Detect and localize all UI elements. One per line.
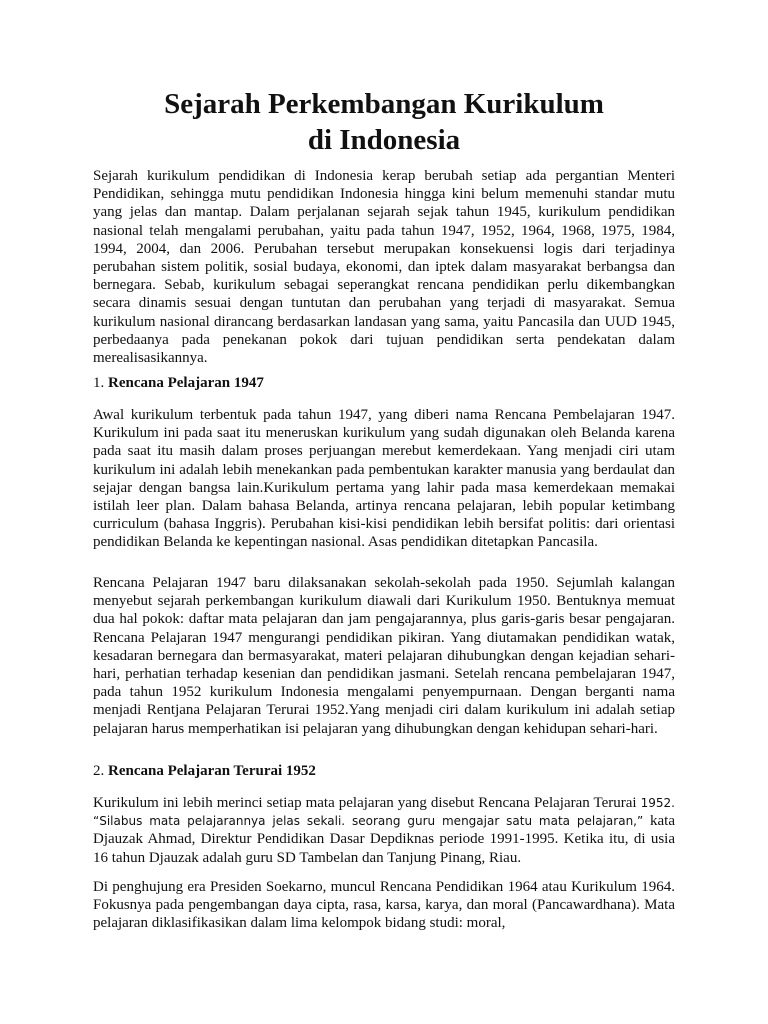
section-1-paragraph-1: Awal kurikulum terbentuk pada tahun 1947, yang diberi nama Rencana Pembelajaran 1947. Kurikulum ini pada saat itu meneruskan kurikulum yang sudah digunakan oleh Belanda karena pada saat itu masih dalam proses perjuangan merebut kemerdekaan. Yang menjadi ciri utam kurikulum ini adalah lebih menekankan pada pembentukan karakter manusia yang berdaulat dan sejajar dengan bangsa lain.Kurikulum pertama yang lahir pada masa kemerdekaan memakai istilah leer plan. Dalam bahasa Belanda, artinya rencana pelajaran, lebih popular ketimbang curriculum (bahasa Inggris). Perubahan kisi-kisi pendidikan lebih bersifat politis: dari orientasi pendidikan Belanda ke kepentingan nasional. Asas pendidikan ditetapkan Pancasila. <box>93 407 675 551</box>
title-line-1: Sejarah Perkembangan Kurikulum <box>164 88 604 120</box>
section-1-heading <box>93 374 675 392</box>
section-2-number: 2. <box>93 763 105 779</box>
section-2-paragraph-1-tail: kata Djauzak Ahmad, Direktur Pendidikan Dasar Depdiknas periode 1991-1995. Ketika itu, di usia 16 tahun Djauzak adalah guru SD Tambelan dan Tanjung Pinang, Riau. <box>93 813 675 866</box>
section-2-heading <box>93 762 675 780</box>
section-2-quote: 1952. “Silabus mata pelajarannya jelas sekali. seorang guru mengajar satu mata pelajaran,” <box>93 796 675 829</box>
document-title <box>0 86 768 158</box>
section-1-paragraph-2: Rencana Pelajaran 1947 baru dilaksanakan sekolah-sekolah pada 1950. Sejumlah kalangan menyebut sejarah perkembangan kurikulum diawali dari Kurikulum 1950. Bentuknya memuat dua hal pokok: daftar mata pelajaran dan jam pengajarannya, plus garis-garis besar pengajaran. Rencana Pelajaran 1947 mengurangi pendidikan pikiran. Yang diutamakan pendidikan watak, kesadaran bernegara dan bermasyarakat, materi pelajaran dihubungkan dengan kejadian sehari-hari, perhatian terhadap kesenian dan pendidikan jasmani. Setelah rencana pembelajaran 1947, pada tahun 1952 kurikulum Indonesia mengalami penyempurnaan. Dengan berganti nama menjadi Rentjana Pelajaran Terurai 1952.Yang menjadi ciri dalam kurikulum ini adalah setiap pelajaran harus memperhatikan isi pelajaran yang dihubungkan dengan kehidupan sehari-hari. <box>93 575 675 737</box>
section-2-paragraph-1-lead: Kurikulum ini lebih merinci setiap mata pelajaran yang disebut Rencana Pelajaran Terurai <box>93 795 637 811</box>
section-2-paragraph-1 <box>93 794 675 867</box>
section-2-title: Rencana Pelajaran Terurai 1952 <box>108 763 316 779</box>
section-2-paragraph-2: Di penghujung era Presiden Soekarno, muncul Rencana Pendidikan 1964 atau Kurikulum 1964. Fokusnya pada pengembangan daya cipta, rasa, karsa, karya, dan moral (Pancawardhana). Mata pelajaran diklasifikasikan dalam lima kelompok bidang studi: moral, <box>93 879 675 932</box>
section-1-title: Rencana Pelajaran 1947 <box>108 375 264 391</box>
intro-paragraph: Sejarah kurikulum pendidikan di Indonesia kerap berubah setiap ada pergantian Menteri Pendidikan, sehingga mutu pendidikan Indonesia hingga kini belum memenuhi standar mutu yang jelas dan mantap. Dalam perjalanan sejarah sejak tahun 1945, kurikulum pendidikan nasional telah mengalami perubahan, yaitu pada tahun 1947, 1952, 1964, 1968, 1975, 1984, 1994, 2004, dan 2006. Perubahan tersebut merupakan konsekuensi logis dari terjadinya perubahan sistem politik, sosial budaya, ekonomi, dan iptek dalam masyarakat berbangsa dan bernegara. Sebab, kurikulum sebagai seperangkat rencana pendidikan perlu dikembangkan secara dinamis sesuai dengan tuntutan dan perubahan yang terjadi di masyarakat. Semua kurikulum nasional dirancang berdasarkan landasan yang sama, yaitu Pancasila dan UUD 1945, perbedaanya pada penekanan pokok dari tujuan pendidikan serta pendekatan dalam merealisasikannya. <box>93 168 675 367</box>
section-1-number: 1. <box>93 375 105 391</box>
title-line-2: di Indonesia <box>307 124 461 156</box>
